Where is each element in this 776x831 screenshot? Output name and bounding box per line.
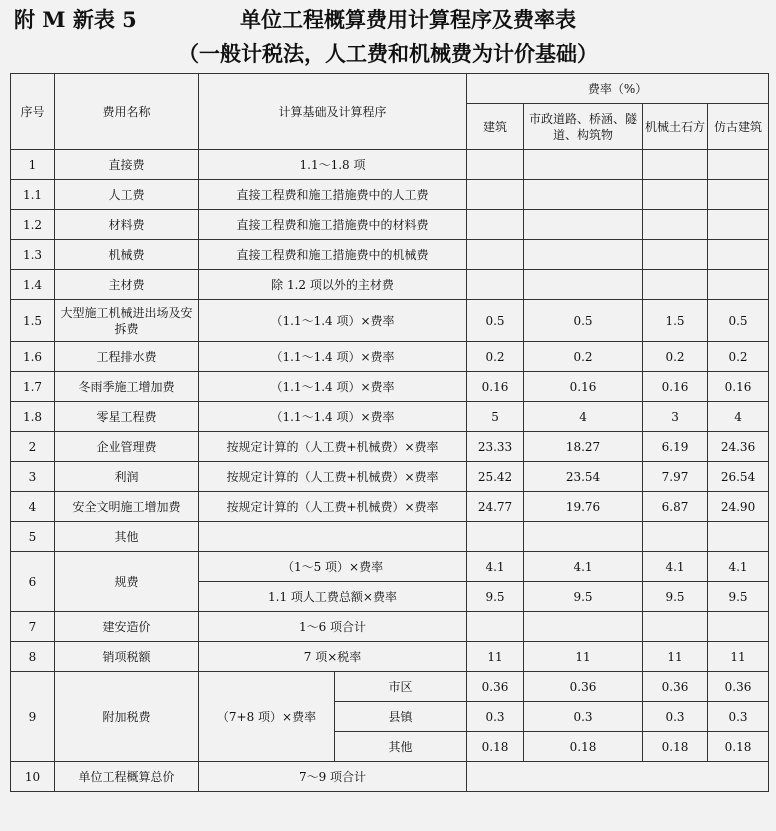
header-rate-fanggu: 仿古建筑 [708,104,769,150]
rate-cell [708,522,769,552]
basis-cell: 1.1 项人工费总额×费率 [199,582,467,612]
rate-cell: 23.33 [467,432,524,462]
seq-cell: 9 [11,672,55,762]
rate-cell [467,180,524,210]
rate-cell: 9.5 [708,582,769,612]
basis-cell: 直接工程费和施工措施费中的机械费 [199,240,467,270]
rate-cell: 0.5 [708,300,769,342]
rate-cell: 4.1 [524,552,643,582]
fee-name-cell: 零星工程费 [55,402,199,432]
seq-cell: 10 [11,762,55,792]
rate-cell [524,240,643,270]
rate-cell [467,522,524,552]
basis-cell: 7～9 项合计 [199,762,467,792]
rate-cell: 0.16 [643,372,708,402]
rate-cell: 0.16 [708,372,769,402]
fee-rate-table [10,73,769,792]
seq-cell: 2 [11,432,55,462]
basis-cell: 1～6 项合计 [199,612,467,642]
fee-name-cell: 大型施工机械进出场及安拆费 [55,300,199,342]
header-rate-jianzhu: 建筑 [467,104,524,150]
header-basis: 计算基础及计算程序 [199,74,467,150]
rate-cell: 4.1 [643,552,708,582]
rate-cell: 7.97 [643,462,708,492]
rate-cell: 3 [643,402,708,432]
rate-cell [708,150,769,180]
rate-cell [524,270,643,300]
rate-cell: 9.5 [524,582,643,612]
rate-cell-empty [467,762,769,792]
rate-cell: 0.36 [524,672,643,702]
rate-cell: 4 [524,402,643,432]
table-subtitle: （一般计税法，人工费和机械费为计价基础） [178,41,598,66]
table-row [11,372,769,402]
fee-name-cell: 利润 [55,462,199,492]
table-row [11,522,769,552]
rate-cell: 0.18 [467,732,524,762]
seq-cell: 1.2 [11,210,55,240]
fee-name-cell: 安全文明施工增加费 [55,492,199,522]
rate-cell: 25.42 [467,462,524,492]
seq-cell: 7 [11,612,55,642]
header-row [11,74,769,104]
table-row [11,642,769,672]
fee-name-cell: 单位工程概算总价 [55,762,199,792]
rate-cell [643,180,708,210]
rate-cell [524,522,643,552]
table-row [11,612,769,642]
fee-name-cell: 工程排水费 [55,342,199,372]
table-row [11,552,769,582]
rate-cell: 19.76 [524,492,643,522]
table-row [11,432,769,462]
basis-cell: 按规定计算的（人工费+机械费）×费率 [199,492,467,522]
rate-cell: 11 [524,642,643,672]
table-row [11,762,769,792]
rate-cell: 9.5 [643,582,708,612]
rate-cell: 6.87 [643,492,708,522]
area-cell: 市区 [335,672,467,702]
rate-cell: 4.1 [467,552,524,582]
rate-cell [643,612,708,642]
rate-cell [708,270,769,300]
rate-cell [524,150,643,180]
seq-cell: 1.3 [11,240,55,270]
basis-cell: （1.1～1.4 项）×费率 [199,372,467,402]
table-row [11,240,769,270]
fee-name-cell: 人工费 [55,180,199,210]
rate-cell: 24.90 [708,492,769,522]
seq-cell: 6 [11,552,55,612]
area-cell: 其他 [335,732,467,762]
rate-cell: 11 [708,642,769,672]
rate-cell [467,240,524,270]
table-row [11,402,769,432]
rate-cell: 0.16 [524,372,643,402]
rate-cell: 0.2 [467,342,524,372]
rate-cell: 0.2 [524,342,643,372]
fee-name-cell: 附加税费 [55,672,199,762]
rate-cell: 24.77 [467,492,524,522]
rate-cell: 0.18 [643,732,708,762]
rate-cell: 4.1 [708,552,769,582]
rate-cell [708,180,769,210]
basis-cell: （7+8 项）×费率 [199,672,335,762]
fee-name-cell: 冬雨季施工增加费 [55,372,199,402]
table-row [11,300,769,342]
fee-name-cell: 直接费 [55,150,199,180]
rate-cell: 0.36 [643,672,708,702]
rate-cell: 0.5 [467,300,524,342]
fee-name-cell: 主材费 [55,270,199,300]
rate-cell: 9.5 [467,582,524,612]
rate-cell [467,612,524,642]
document-title [14,4,774,34]
basis-cell: 按规定计算的（人工费+机械费）×费率 [199,432,467,462]
seq-cell: 1 [11,150,55,180]
rate-cell [467,210,524,240]
basis-cell: （1.1～1.4 项）×费率 [199,342,467,372]
basis-cell: 直接工程费和施工措施费中的材料费 [199,210,467,240]
fee-name-cell: 其他 [55,522,199,552]
rate-cell: 0.3 [643,702,708,732]
table-code: 附 M 新表 5 [14,7,137,32]
rate-cell: 0.5 [524,300,643,342]
rate-cell: 26.54 [708,462,769,492]
fee-name-cell: 规费 [55,552,199,612]
seq-cell: 1.5 [11,300,55,342]
rate-cell: 0.3 [708,702,769,732]
table-row [11,150,769,180]
area-cell: 县镇 [335,702,467,732]
table-row [11,270,769,300]
seq-cell: 1.6 [11,342,55,372]
rate-cell: 0.36 [467,672,524,702]
header-rate-shizheng: 市政道路、桥涵、隧道、构筑物 [524,104,643,150]
rate-cell: 0.3 [467,702,524,732]
header-name: 费用名称 [55,74,199,150]
table-row [11,342,769,372]
rate-cell [467,270,524,300]
seq-cell: 4 [11,492,55,522]
seq-cell: 1.8 [11,402,55,432]
table-row [11,492,769,522]
rate-cell [643,240,708,270]
rate-cell: 1.5 [643,300,708,342]
seq-cell: 1.7 [11,372,55,402]
basis-cell: （1.1～1.4 项）×费率 [199,300,467,342]
rate-cell [708,210,769,240]
header-rate-group: 费率（%） [467,74,769,104]
header-rate-jixie: 机械土石方 [643,104,708,150]
fee-name-cell: 企业管理费 [55,432,199,462]
basis-cell: 7 项×税率 [199,642,467,672]
rate-cell: 0.3 [524,702,643,732]
rate-cell [467,150,524,180]
seq-cell: 1.4 [11,270,55,300]
basis-cell: 除 1.2 项以外的主材费 [199,270,467,300]
basis-cell: 按规定计算的（人工费+机械费）×费率 [199,462,467,492]
basis-cell: 直接工程费和施工措施费中的人工费 [199,180,467,210]
rate-cell [524,180,643,210]
rate-cell: 11 [643,642,708,672]
basis-cell: （1.1～1.4 项）×费率 [199,402,467,432]
seq-cell: 1.1 [11,180,55,210]
table-row [11,672,769,702]
rate-cell: 0.2 [708,342,769,372]
table-row [11,180,769,210]
fee-name-cell: 材料费 [55,210,199,240]
rate-cell: 5 [467,402,524,432]
rate-cell: 0.18 [708,732,769,762]
rate-cell [708,612,769,642]
basis-cell [199,522,467,552]
rate-cell [524,612,643,642]
rate-cell [643,270,708,300]
fee-name-cell: 销项税额 [55,642,199,672]
rate-cell: 0.36 [708,672,769,702]
rate-cell [643,150,708,180]
rate-cell: 11 [467,642,524,672]
header-seq: 序号 [11,74,55,150]
fee-name-cell: 建安造价 [55,612,199,642]
rate-cell: 0.18 [524,732,643,762]
rate-cell [524,210,643,240]
fee-name-cell: 机械费 [55,240,199,270]
rate-cell [708,240,769,270]
rate-cell: 0.2 [643,342,708,372]
table-title: 单位工程概算费用计算程序及费率表 [240,7,576,32]
rate-cell: 4 [708,402,769,432]
rate-cell: 24.36 [708,432,769,462]
rate-cell: 23.54 [524,462,643,492]
basis-cell: 1.1～1.8 项 [199,150,467,180]
rate-cell [643,522,708,552]
seq-cell: 8 [11,642,55,672]
rate-cell: 6.19 [643,432,708,462]
rate-cell: 18.27 [524,432,643,462]
rate-cell [643,210,708,240]
seq-cell: 3 [11,462,55,492]
basis-cell: （1～5 项）×费率 [199,552,467,582]
seq-cell: 5 [11,522,55,552]
rate-cell: 0.16 [467,372,524,402]
table-row [11,462,769,492]
table-row [11,210,769,240]
